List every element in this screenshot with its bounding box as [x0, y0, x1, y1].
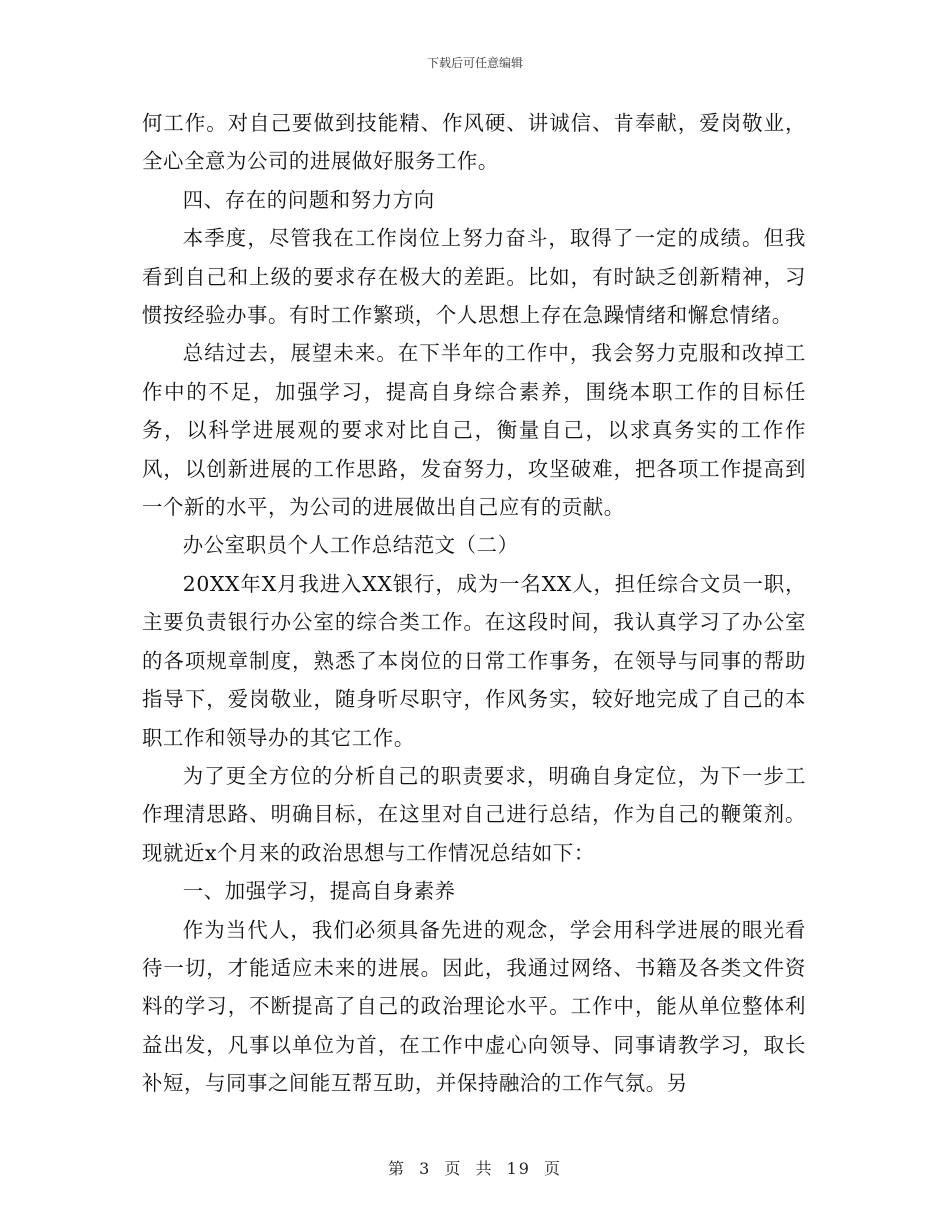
document-body [142, 104, 806, 1103]
article-title-two: 办公室职员个人工作总结范文（二） [182, 533, 519, 558]
paragraph-problems: 本季度，尽管我在工作岗位上努力奋斗，取得了一定的成绩。但我看到自己和上级的要求存在极大的差距。比如，有时缺乏创新精神，习惯按经验办事。有时工作繁琐，个人思想上存在急躁情绪和懈怠情绪。 [142, 226, 806, 328]
section-heading-study: 一、加强学习，提高自身素养 [182, 879, 456, 904]
paragraph-summary: 总结过去，展望未来。在下半年的工作中，我会努力克服和改掉工作中的不足，加强学习，提高自身综合素养，围绕本职工作的目标任务，以科学进展观的要求对比自己，衡量自己，以求真务实的工作作风，以创新进展的工作思路，发奋努力，攻坚破难，把各项工作提高到一个新的水平，为公司的进展做出自己应有的贡献。 [142, 341, 806, 520]
footer-page-number: 3 [419, 1159, 432, 1178]
paragraph-continuation: 何工作。对自己要做到技能精、作风硬、讲诚信、肯奉献，爱岗敬业，全心全意为公司的进展做好服务工作。 [142, 111, 806, 174]
footer-page-label: 页 [444, 1159, 463, 1178]
paragraph-purpose: 为了更全方位的分析自己的职责要求，明确自身定位，为下一步工作理清思路、明确目标，在这里对自己进行总结，作为自己的鞭策剂。现就近x个月来的政治思想与工作情况总结如下： [142, 763, 806, 865]
paragraph-intro: 20XX年X月我进入XX银行，成为一名XX人，担任综合文员一职，主要负责银行办公室的综合类工作。在这段时间，我认真学习了办公室的各项规章制度，熟悉了本岗位的日常工作事务，在领导与同事的帮助指导下，爱岗敬业，随身听尽职守，作风务实，较好地完成了自己的本职工作和领导办的其它工作。 [142, 571, 806, 750]
page-footer [0, 1156, 950, 1179]
paragraph-study: 作为当代人，我们必须具备先进的观念，学会用科学进展的眼光看待一切，才能适应未来的进展。因此，我通过网络、书籍及各类文件资料的学习，不断提高了自己的政治理论水平。工作中，能从单位整体利益出发，凡事以单位为首，在工作中虚心向领导、同事请教学习，取长补短，与同事之间能互帮互助，并保持融洽的工作气氛。另 [142, 917, 806, 1096]
footer-suffix: 页 [544, 1159, 563, 1178]
page-header: 下载后可任意编辑 [426, 56, 523, 70]
footer-total-pages: 19 [506, 1159, 531, 1178]
footer-prefix: 第 [387, 1159, 406, 1178]
section-heading-problems: 四、存在的问题和努力方向 [182, 187, 435, 212]
footer-total-label: 共 [475, 1159, 494, 1178]
